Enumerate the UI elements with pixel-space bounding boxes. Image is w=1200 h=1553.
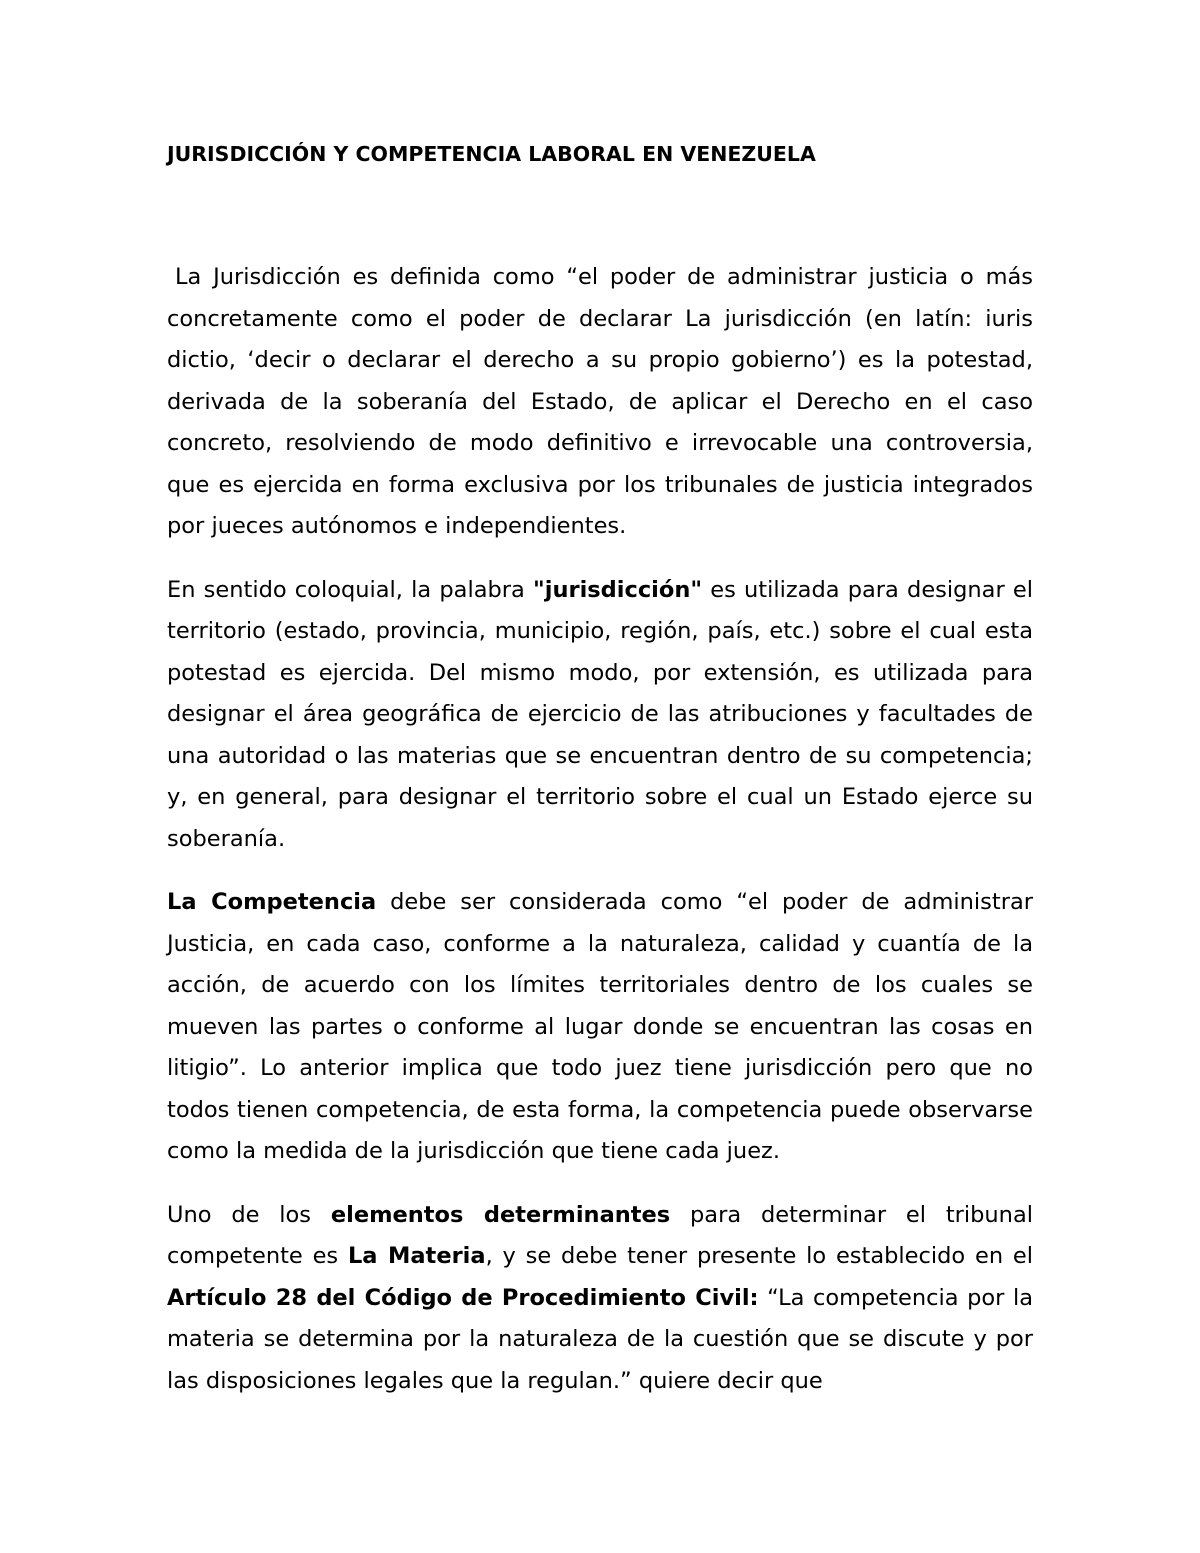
p4-text-a: Uno de los <box>167 1201 331 1228</box>
p4-text-e: , y se debe tener presente lo establecido en el <box>485 1243 1034 1269</box>
p4-text-g: “La competencia por la materia se determina por la naturaleza de la cuestión que se discute y por las disposiciones legales que la regulan.” quiere decir que <box>167 1284 1033 1394</box>
p3-bold-competencia: La Competencia <box>167 889 377 915</box>
document-title: JURISDICCIÓN Y COMPETENCIA LABORAL EN VENEZUELA <box>167 142 816 166</box>
paragraph-competencia <box>167 882 1033 1173</box>
p2-text-a: En sentido coloquial, la palabra <box>167 576 534 603</box>
p3-text-b: debe ser considerada como “el poder de administrar Justicia, en cada caso, conforme a la naturaleza, calidad y cuantía de la acción, de acuerdo con los límites territoriales dentro de los cuales se mueven las partes o conforme al lugar donde se encuentran las cosas en litigio”. Lo anterior implica que todo juez tiene jurisdicción pero que no todos tienen competencia, de esta forma, la competencia puede observarse como la medida de la jurisdicción que tiene cada juez. <box>167 889 1033 1164</box>
paragraph-jurisdiccion-coloquial <box>167 570 1033 861</box>
p4-bold-elementos: elementos determinantes <box>330 1201 671 1228</box>
paragraph-jurisdiccion-definition: La Jurisdicción es definida como “el poder de administrar justicia o más concretamente como el poder de declarar La jurisdicción (en latín: iuris dictio, ‘decir o declarar el derecho a su propio gobierno’) es la potestad, derivada de la soberanía del Estado, de aplicar el Derecho en el caso concreto, resolviendo de modo definitivo e irrevocable una controversia, que es ejercida en forma exclusiva por los tribunales de justicia integrados por jueces autónomos e independientes. <box>167 264 1033 539</box>
p2-text-c: es utilizada para designar el territorio (estado, provincia, municipio, región, país, etc.) sobre el cual esta potestad es ejercida. Del mismo modo, por extensión, es utilizada para designar el área geográfica de ejercicio de las atribuciones y facultades de una autoridad o las materias que se encuentran dentro de su competencia; y, en general, para designar el territorio sobre el cual un Estado ejerce su soberanía. <box>167 576 1034 852</box>
paragraph-elementos <box>167 1195 1033 1403</box>
p2-bold-jurisdiccion: "jurisdicción" <box>533 576 703 603</box>
p4-bold-articulo: Artículo 28 del Código de Procedimiento Civil: <box>167 1284 759 1311</box>
p4-bold-materia: La Materia <box>347 1243 486 1269</box>
p4-text-c: para determinar el tribunal competente es <box>167 1201 1033 1269</box>
document-body <box>167 257 1033 1424</box>
